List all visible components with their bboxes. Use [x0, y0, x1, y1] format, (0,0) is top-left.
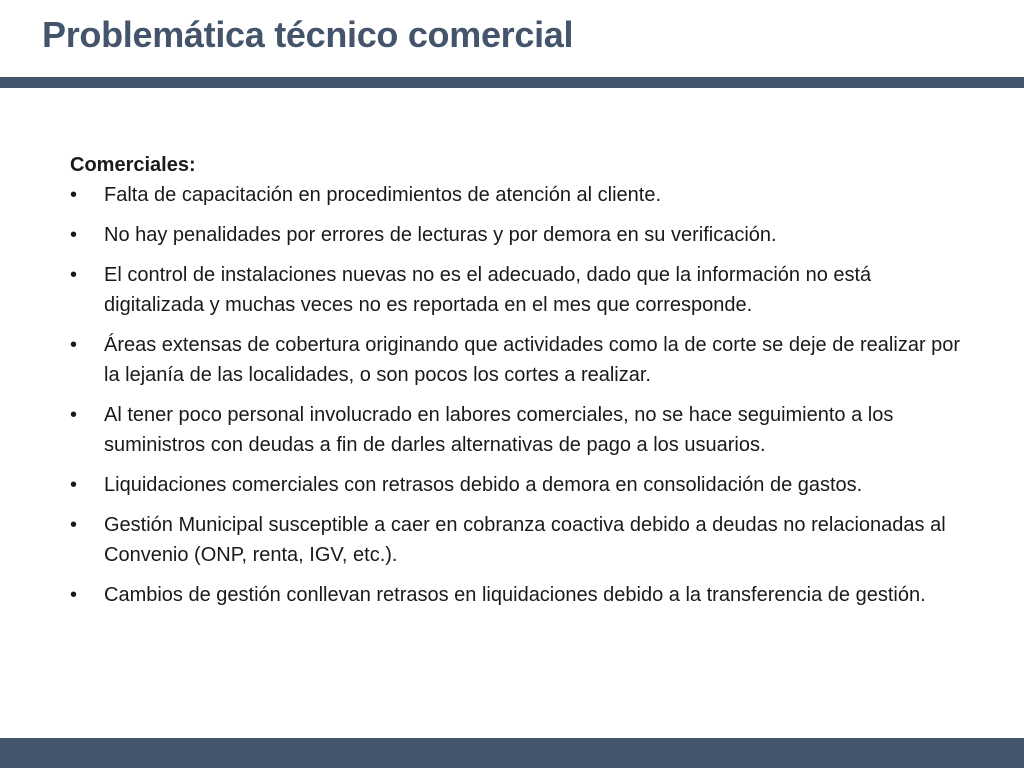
slide-title: Problemática técnico comercial	[42, 14, 574, 55]
bullet-icon: •	[70, 184, 78, 206]
bullet-icon: •	[70, 224, 78, 246]
bullet-item	[70, 180, 970, 210]
footer-bar	[0, 738, 1024, 768]
bullet-icon: •	[70, 264, 78, 286]
title-underline-bar	[0, 77, 1024, 88]
bullet-item	[70, 220, 970, 250]
bullet-text: Áreas extensas de cobertura originando que actividades como la de corte se deje de realizar por la lejanía de las localidades, o son pocos los cortes a realizar.	[104, 334, 961, 386]
bullet-text: Al tener poco personal involucrado en labores comerciales, no se hace seguimiento a los suministros con deudas a fin de darles alternativas de pago a los usuarios.	[104, 404, 894, 456]
bullet-item	[70, 400, 970, 460]
bullet-text: El control de instalaciones nuevas no es el adecuado, dado que la información no está digitalizada y muchas veces no es reportada en el mes que corresponde.	[104, 264, 872, 316]
section-heading: Comerciales:	[70, 154, 196, 176]
bullet-item	[70, 330, 970, 390]
bullet-item	[70, 580, 970, 610]
bullet-text: Liquidaciones comerciales con retrasos debido a demora en consolidación de gastos.	[104, 474, 863, 496]
bullet-text: Gestión Municipal susceptible a caer en cobranza coactiva debido a deudas no relacionadas al Convenio (ONP, renta, IGV, etc.).	[104, 514, 946, 566]
bullet-icon: •	[70, 474, 78, 496]
bullet-icon: •	[70, 334, 78, 356]
bullet-icon: •	[70, 514, 78, 536]
slide-content	[70, 150, 970, 620]
bullet-list	[70, 180, 970, 610]
bullet-icon: •	[70, 404, 78, 426]
bullet-text: Falta de capacitación en procedimientos de atención al cliente.	[104, 184, 662, 206]
bullet-text: No hay penalidades por errores de lecturas y por demora en su verificación.	[104, 224, 777, 246]
bullet-icon: •	[70, 584, 78, 606]
bullet-item	[70, 510, 970, 570]
bullet-item	[70, 470, 970, 500]
bullet-text: Cambios de gestión conllevan retrasos en liquidaciones debido a la transferencia de gestión.	[104, 584, 926, 606]
bullet-item	[70, 260, 970, 320]
